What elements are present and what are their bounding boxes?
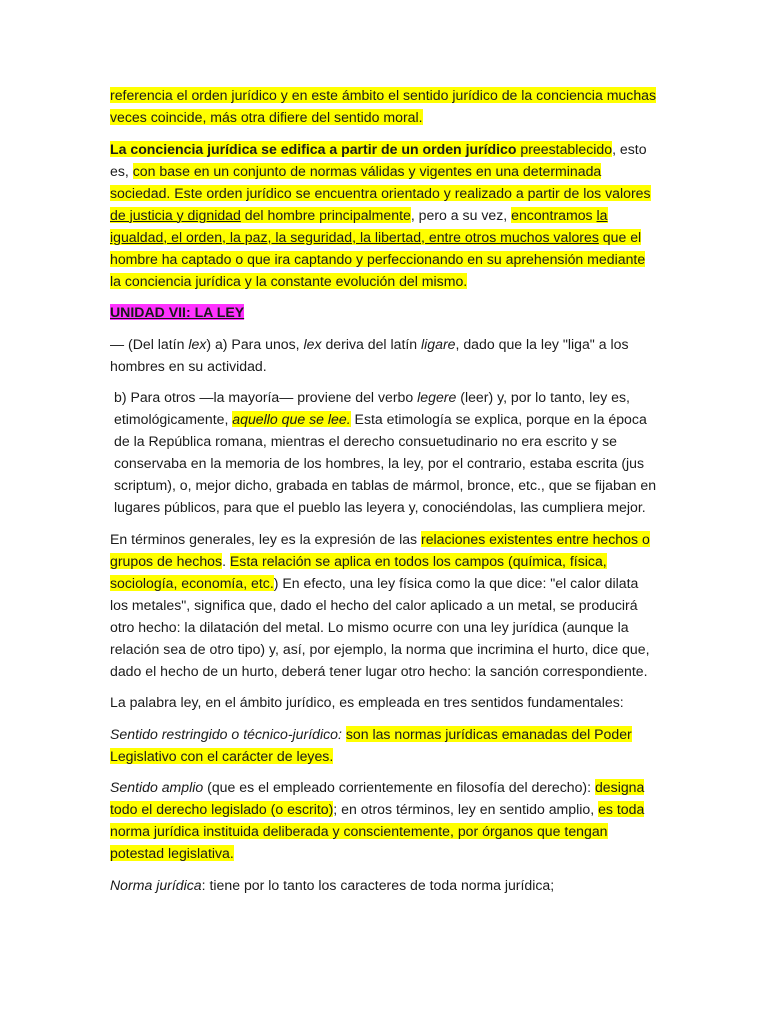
highlight-text: que el hombre ha captado o que ira captando y perfeccionando en su aprehensión mediante la conciencia jurídica y la constante evolución del mismo. [110,228,646,289]
highlight-text: del hombre principalmente [240,206,411,223]
plain-text: — (Del latín [110,335,189,352]
highlight-text: es toda norma jurídica instituida deliberada y conscientemente, por órganos que tengan potestad legislativa. [110,801,645,861]
highlight-text: con base en un conjunto de normas válidas y vigentes en una determinada sociedad. Este orden jurídico se encuentra orientado y realizado a partir de los valores [110,162,651,201]
highlight-text: son las normas jurídicas emanadas del Poder Legislativo con el carácter de leyes. [110,725,632,764]
paragraph-sentido-amplio [110,776,660,864]
paragraph-norma-juridica [110,874,660,896]
plain-text: (leer) y, por lo tanto, ley es, etimológicamente, [114,389,630,427]
plain-text: La palabra ley, en el ámbito jurídico, es empleada en tres sentidos fundamentales: [110,694,624,710]
plain-text: deriva del latín [321,335,422,352]
paragraph-legere [110,386,660,518]
underlined-highlight-text: la igualdad, el orden, la paz, la seguridad, la libertad, entre otros muchos valores [110,206,608,245]
underlined-highlight-text: de justicia y dignidad [110,206,241,223]
highlight-text: Esta relación se aplica en todos los campos (química, física, sociología, economía, etc. [110,552,607,591]
plain-text: , esto es, [110,140,647,179]
plain-text: , pero a su vez, [410,206,512,223]
plain-text: ) En efecto, una ley física como la que dice: "el calor dilata los metales", significa que, dado el hecho del calor aplicado a un metal, se producirá otro hecho: la dilatación del metal. Lo mismo ocurre con una ley jurídica (aunque la relación sea de otro tipo) y, así, por ejemplo, la norma que incrimina el hurto, dice que, dado el hecho de un hurto, deberá tener lugar otro hecho: la sanción correspondiente. [110,574,650,679]
italic-text: lex [188,335,207,352]
plain-text: En términos generales, ley es la expresión de las [110,530,422,547]
highlight-text: preestablecido [516,140,613,157]
highlight-text: encontramos [511,206,597,223]
italic-text: ligare [421,335,456,352]
heading-unidad-vii: UNIDAD VII: LA LEY [110,304,245,320]
plain-text: . [222,552,230,569]
highlight-text: designa todo el derecho legislado (o escrito) [110,779,645,817]
plain-text: ; en otros términos, ley en sentido amplio, [333,801,599,817]
paragraph-lex-ligare [110,333,660,377]
bold-highlight-text: La conciencia jurídica se edifica a partir de un orden jurídico [110,140,517,157]
plain-text: : tiene por lo tanto los caracteres de toda norma jurídica; [201,876,555,893]
plain-text: (que es el empleado corrientemente en filosofía del derecho): [203,779,595,795]
italic-highlight-text: aquello que se lee. [232,411,351,427]
italic-text: Sentido amplio [110,779,204,795]
paragraph-terminos-generales [110,528,660,682]
highlight-text: relaciones existentes entre hechos o grupos de hechos [110,530,650,569]
paragraph-conciencia-intro [110,84,660,128]
plain-text: ) a) Para unos, [206,335,304,352]
italic-text: legere [417,389,457,405]
italic-text: lex [303,335,322,352]
paragraph-tres-sentidos [110,691,660,713]
highlight-text: referencia el orden jurídico y en este ámbito el sentido jurídico de la conciencia muchas veces coincide, más otra difiere del sentido moral. [110,87,657,125]
italic-text: Sentido restringido o técnico-jurídico: [110,725,342,742]
section-heading [110,301,660,323]
paragraph-conciencia-juridica [110,138,660,292]
paragraph-sentido-restringido [110,723,660,767]
plain-text: , dado que la ley "liga" a los hombres en su actividad. [110,335,629,374]
plain-text: Esta etimología se explica, porque en la época de la República romana, mientras el derecho consuetudinario no era escrito y se conservaba en la memoria de los hombres, la ley, por el contrario, estaba escrita (jus scriptum), o, mejor dicho, grabada en tablas de mármol, bronce, etc., que se fijaban en lugares públicos, para que el pueblo las leyera y, conociéndolas, las cumpliera mejor. [114,411,657,515]
plain-text: b) Para otros —la mayoría— proviene del verbo [114,389,418,405]
italic-text: Norma jurídica [110,876,202,893]
